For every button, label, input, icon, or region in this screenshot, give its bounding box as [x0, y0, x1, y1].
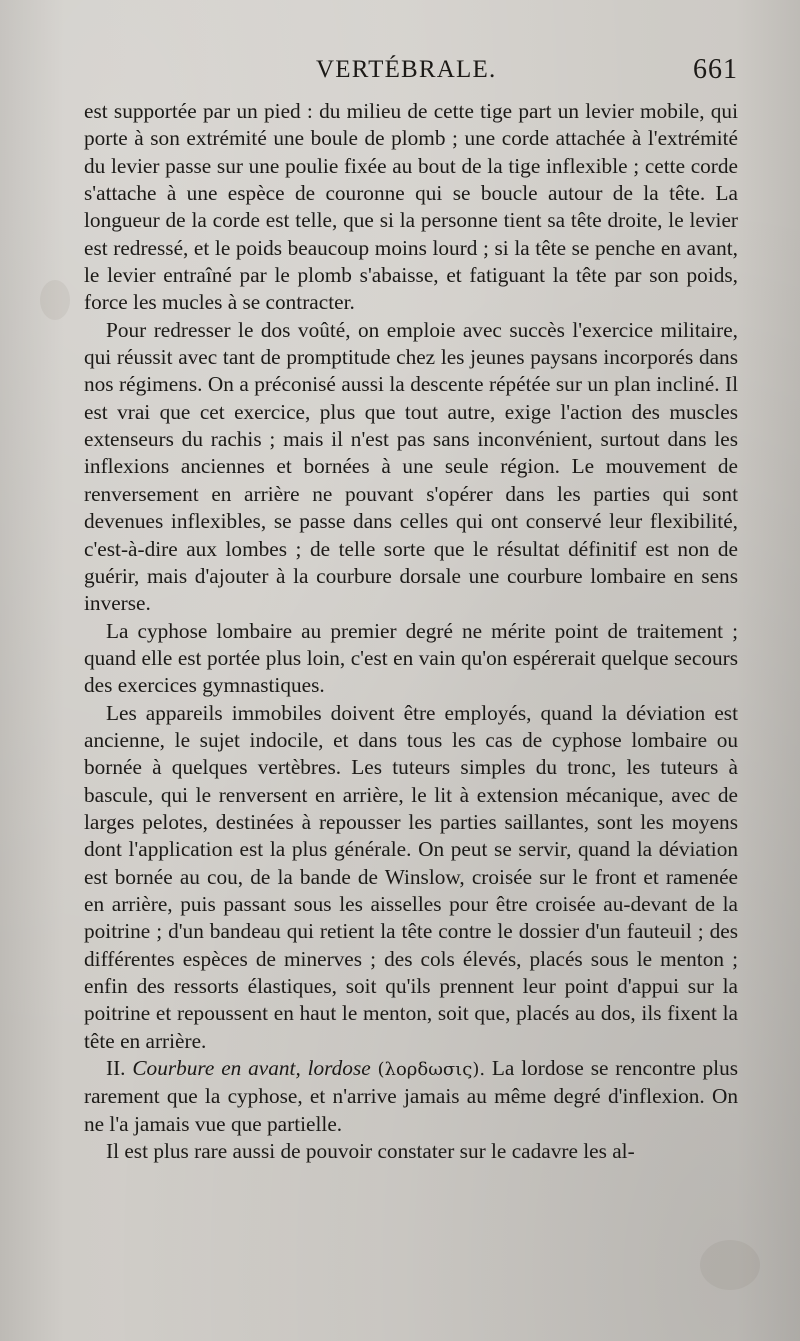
paragraph: Pour redresser le dos voûté, on emploie avec succès l'exercice militaire, qui réussit avec tant de promptitude chez les jeunes paysans incorporés dans nos régimens. On a préconisé aussi la descente répétée sur un plan incliné. Il est vrai que cet exercice, plus que tout autre, exige l'action des muscles extenseurs du rachis ; mais il n'est pas sans inconvénient, surtout dans les inflexions anciennes et bornées à une seule région. Le mouvement de renversement en arrière ne pouvant s'opérer dans les parties qui sont devenues inflexibles, se passe dans celles qui ont conservé leur flexibilité, c'est-à-dire aux lombes ; de telle sorte que le résultat définitif est non de guérir, mais d'ajouter à la courbure dorsale une courbure lombaire en sens inverse.: [84, 317, 738, 616]
paragraph: est supportée par un pied : du milieu de cette tige part un levier mobile, qui porte à son extrémité une boule de plomb ; une corde attachée à l'extrémité du levier passe sur une poulie fixée au bout de la tige inflexible ; cette corde s'attache à une espèce de couronne qui se boucle autour de la tête. La longueur de la corde est telle, que si la personne tient sa tête droite, le levier est redressé, et le poids beaucoup moins lourd ; si la tête se penche en avant, le levier entraîné par le plomb s'abaisse, et fatiguant la tête par son poids, force les mucles à se contracter.: [84, 99, 738, 315]
running-title: VERTÉBRALE.: [316, 56, 497, 83]
page-header: [84, 52, 738, 88]
paragraph: Il est plus rare aussi de pouvoir constater sur le cadavre les al-: [106, 1139, 635, 1164]
paragraph: Les appareils immobiles doivent être employés, quand la déviation est ancienne, le sujet indocile, et dans tous les cas de cyphose lombaire ou bornée à quelques vertèbres. Les tuteurs simples du tronc, les tuteurs à bascule, qui le renversent en arrière, le lit à extension mécanique, avec de larges pelotes, destinées à repousser les parties saillantes, sont les moyens dont l'application est la plus générale. On peut se servir, quand la déviation est bornée au cou, de la bande de Winslow, croisée sur le front et ramenée en arrière, puis passant sous les aisselles pour être croisée au-devant de la poitrine ; d'un bandeau qui retient la tête contre le dossier d'un fauteuil ; des différentes espèces de minerves ; des cols élevés, placés sous le menton ; enfin des ressorts élastiques, soit qu'ils prennent leur point d'appui sur la poitrine et repoussent en haut le menton, soit que, placés au dos, ils fixent la tête en arrière.: [84, 700, 738, 1053]
paragraph: La cyphose lombaire au premier degré ne mérite point de traitement ; quand elle est portée plus loin, c'est en vain qu'on espérerait quelque secours des exercices gymnastiques.: [84, 618, 738, 698]
paper-stain: [700, 1240, 760, 1290]
section-number: II.: [106, 1056, 126, 1081]
body-text: [84, 98, 738, 1165]
section-greek-term: (λορδωσις).: [377, 1059, 486, 1081]
section-paragraph: [84, 1055, 738, 1138]
section-title: Courbure en avant, lordose: [132, 1056, 371, 1081]
page-number: 661: [693, 54, 738, 85]
section-text: La lordose se rencontre plus rarement que la cyphose, et n'arrive jamais au même degré d'inflexion. On ne l'a jamais vue que partielle.: [84, 1056, 738, 1136]
paper-stain: [40, 280, 70, 320]
